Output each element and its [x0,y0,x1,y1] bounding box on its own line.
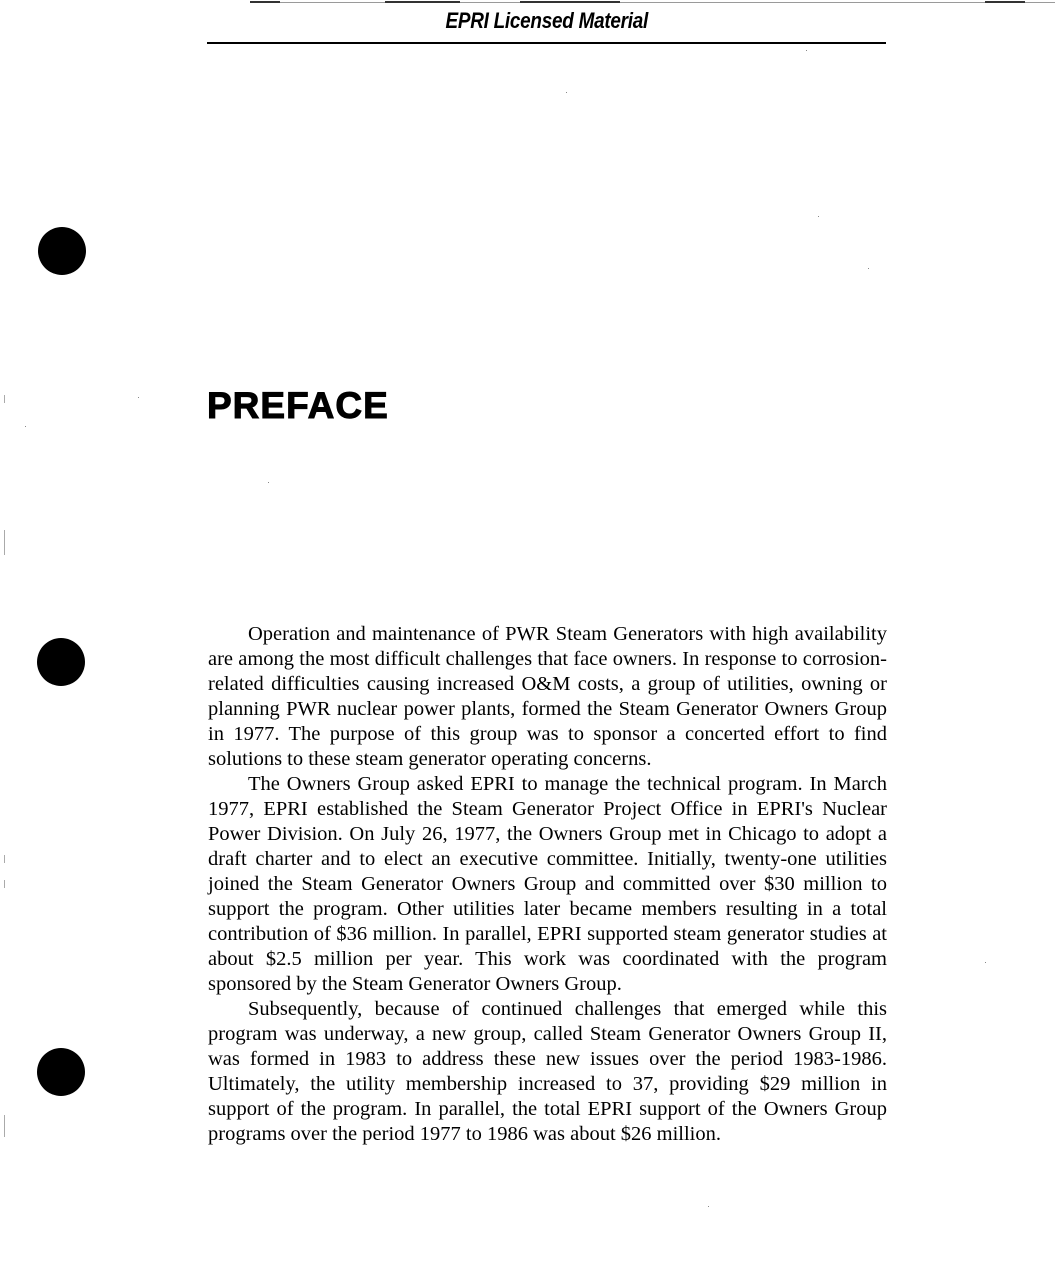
punch-hole-icon [37,1048,85,1096]
scan-edge-line [250,2,1055,3]
header-title: EPRI Licensed Material [445,8,648,33]
scan-edge-mark [4,855,5,863]
paragraph: Operation and maintenance of PWR Steam Generators with high availability are among the most difficult challenges that face owners. In response to corrosion-related difficulties causing increased O&M costs, a group of utilities, owning or planning PWR nuclear power plants, formed the Steam Generator Owners Group in 1977. The purpose of this group was to sponsor a concerted effort to find solutions to these steam generator operating concerns. [208,623,887,770]
running-header [207,6,886,36]
paragraph: The Owners Group asked EPRI to manage the technical program. In March 1977, EPRI established the Steam Generator Project Office in EPRI's Nuclear Power Division. On July 26, 1977, the Owners Group met in Chicago to adopt a draft charter and to elect an executive committee. Initially, twenty-one utilities joined the Steam Generator Owners Group and committed over $30 million to support the program. Other utilities later became members resulting in a total contribution of $36 million. In parallel, EPRI supported steam generator studies at about $2.5 million per year. This work was coordinated with the program sponsored by the Steam Generator Owners Group. [208,773,887,995]
punch-hole-icon [37,638,85,686]
preface-body [208,622,887,1147]
scan-speck [818,216,819,217]
scan-edge-mark [4,1115,5,1137]
scan-edge-mark [4,530,5,555]
scan-edge-segment [250,1,280,3]
scan-speck [868,268,869,269]
scan-speck [268,482,269,483]
scan-edge-segment [985,1,1025,3]
scan-speck [566,92,567,93]
scan-speck [708,1206,709,1207]
scan-speck [806,50,807,51]
page-title: PREFACE [207,385,389,426]
scan-edge-segment [385,1,460,3]
scan-edge-segment [520,1,620,3]
scan-speck [25,426,26,427]
scan-speck [985,962,986,963]
header-rule [207,42,886,44]
scan-edge-mark [4,395,5,403]
scan-edge-mark [4,880,5,888]
punch-hole-icon [38,227,86,275]
scan-speck [138,397,139,398]
paragraph: Subsequently, because of continued challenges that emerged while this program was underway, a new group, called Steam Generator Owners Group II, was formed in 1983 to address these new issues over the period 1983-1986. Ultimately, the utility membership increased to 37, providing $29 million in support of the program. In parallel, the total EPRI support of the Owners Group programs over the period 1977 to 1986 was about $26 million. [208,998,887,1145]
